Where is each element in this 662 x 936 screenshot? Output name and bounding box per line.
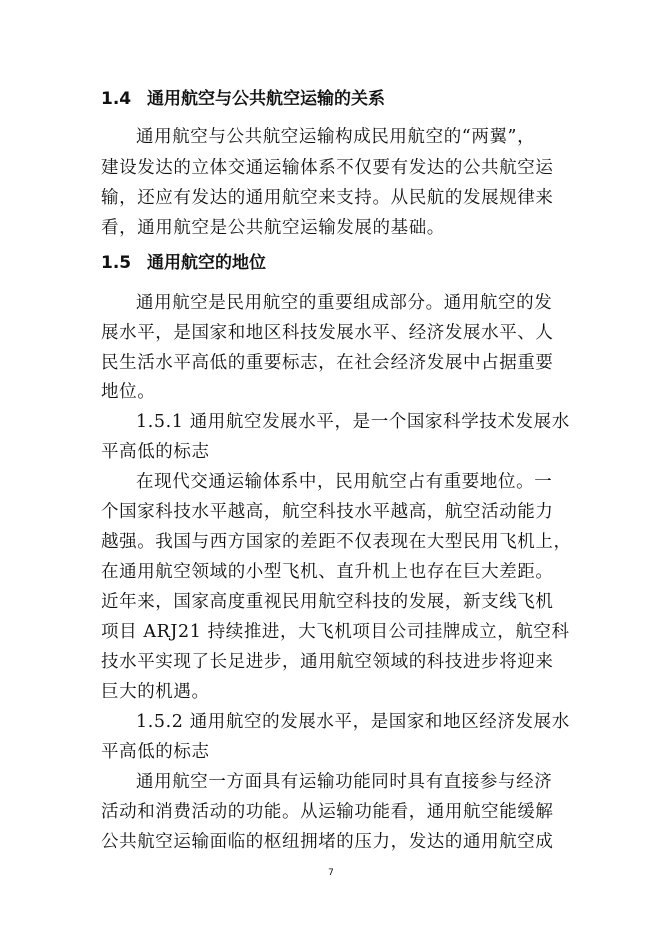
paragraph-line: 活动和消费活动的功能。从运输功能看，通用航空能缓解 [101, 802, 554, 822]
section-number: 1.5 [101, 253, 132, 273]
subsection-1-5-2-heading: 1.5.2 通用航空的发展水平，是国家和地区经济发展水 [136, 712, 570, 732]
paragraph-line: 建设发达的立体交通运输体系不仅要有发达的公共航空运 [101, 158, 554, 178]
subsection-1-5-1-heading: 1.5.1 通用航空发展水平，是一个国家科学技术发展水 [136, 412, 570, 432]
section-title: 通用航空的地位 [147, 253, 266, 273]
paragraph-line: 展水平，是国家和地区科技发展水平、经济发展水平、人 [101, 323, 554, 343]
paragraph-line: 在通用航空领域的小型飞机、直升机上也存在巨大差距。 [101, 562, 554, 582]
paragraph-line: 巨大的机遇。 [101, 682, 210, 702]
subsection-1-5-1-heading: 平高低的标志 [101, 442, 210, 462]
paragraph-line: 近年来，国家高度重视民用航空科技的发展，新支线飞机 [101, 592, 554, 612]
paragraph-line: 项目 ARJ21 持续推进，大飞机项目公司挂牌成立，航空科 [101, 622, 570, 642]
paragraph-line: 民生活水平高低的重要标志，在社会经济发展中占据重要 [101, 353, 554, 373]
paragraph-line: 通用航空与公共航空运输构成民用航空的“两翼”， [136, 127, 536, 147]
page-number: 7 [328, 868, 334, 878]
paragraph-line: 输，还应有发达的通用航空来支持。从民航的发展规律来 [101, 188, 554, 208]
section-title: 通用航空与公共航空运输的关系 [147, 89, 385, 109]
paragraph-line: 公共航空运输面临的枢纽拥堵的压力，发达的通用航空成 [101, 832, 554, 852]
subsection-1-5-2-heading: 平高低的标志 [101, 742, 210, 762]
paragraph-line: 通用航空是民用航空的重要组成部分。通用航空的发 [136, 293, 553, 313]
section-number: 1.4 [101, 89, 132, 109]
paragraph-line: 个国家科技水平越高，航空科技水平越高，航空活动能力 [101, 502, 554, 522]
paragraph-line: 看，通用航空是公共航空运输发展的基础。 [101, 218, 445, 238]
paragraph-line: 越强。我国与西方国家的差距不仅表现在大型民用飞机上， [101, 532, 572, 552]
paragraph-line: 技水平实现了长足进步，通用航空领域的科技进步将迎来 [101, 652, 554, 672]
paragraph-line: 地位。 [101, 382, 156, 402]
section-1-5-heading [101, 253, 266, 273]
paragraph-line: 在现代交通运输体系中，民用航空占有重要地位。一 [136, 472, 553, 492]
paragraph-line: 通用航空一方面具有运输功能同时具有直接参与经济 [136, 772, 553, 792]
section-1-4-heading [101, 89, 385, 109]
